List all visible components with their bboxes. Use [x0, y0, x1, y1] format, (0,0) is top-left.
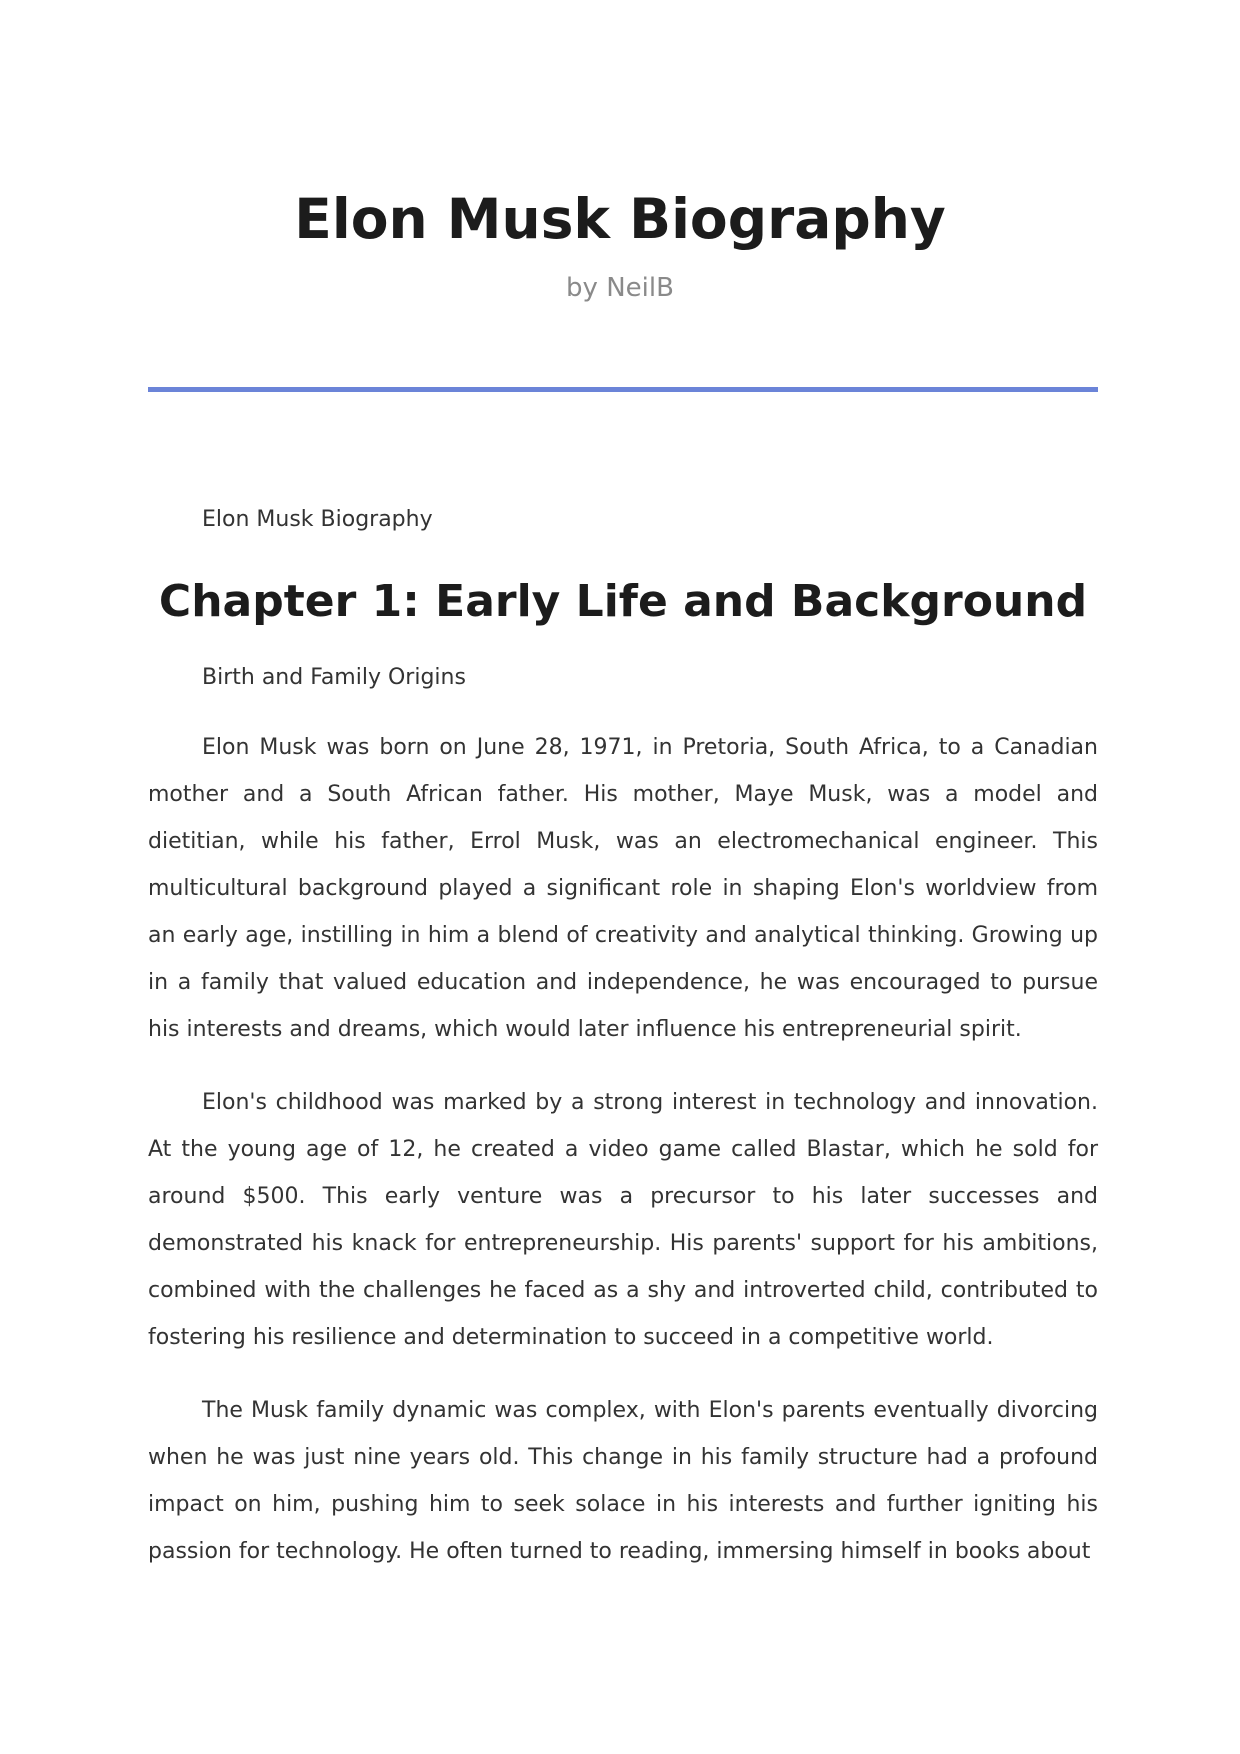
title-divider: [148, 387, 1098, 392]
body-paragraph: Elon's childhood was marked by a strong interest in technology and innovation. At the young age of 12, he created a video game called Blastar, which he sold for around $500. This early venture was a precursor to his later successes and demonstrated his knack for entrepreneurship. His parents' support for his ambitions, combined with the challenges he faced as a shy and introverted child, contributed to fostering his resilience and determination to succeed in a competitive world.: [148, 1090, 1098, 1350]
chapter-heading: Chapter 1: Early Life and Background: [158, 576, 1088, 627]
body-meta-line: Elon Musk Biography: [202, 507, 433, 532]
section-label: Birth and Family Origins: [202, 665, 466, 690]
document-title: Elon Musk Biography: [294, 187, 946, 251]
document-body: [148, 500, 1098, 1601]
body-paragraph: The Musk family dynamic was complex, with Elon's parents eventually divorcing when he was just nine years old. This change in his family structure had a profound impact on him, pushing him to seek solace in his interests and further igniting his passion for technology. He often turned to reading, immersing himself in books about: [148, 1398, 1098, 1564]
document-author: by NeilB: [566, 273, 674, 303]
body-paragraph: Elon Musk was born on June 28, 1971, in Pretoria, South Africa, to a Canadian mother and a South African father. His mother, Maye Musk, was a model and dietitian, while his father, Errol Musk, was an electromechanical engineer. This multicultural background played a significant role in shaping Elon's worldview from an early age, instilling in him a blend of creativity and analytical thinking. Growing up in a family that valued education and independence, he was encouraged to pursue his interests and dreams, which would later influence his entrepreneurial spirit.: [148, 735, 1098, 1042]
